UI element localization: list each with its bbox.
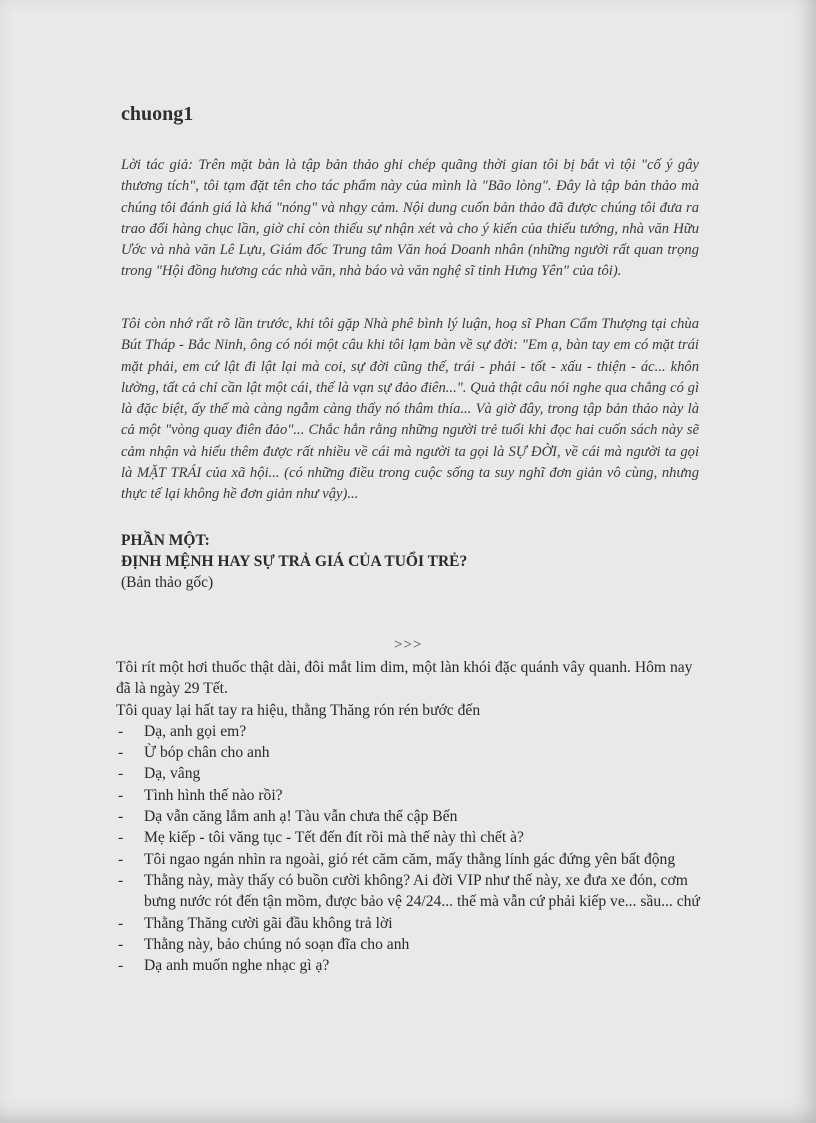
dialog-dash: -: [118, 722, 124, 740]
part-label: PHẦN MỘT:: [121, 532, 210, 549]
narration-line: Tôi quay lại hất tay ra hiệu, thằng Thăng rón rén bước đến: [116, 701, 481, 719]
dialog-line: [116, 870, 706, 913]
chapter-title: chuong1: [121, 103, 194, 125]
dialog-text: Dạ, vâng: [144, 765, 201, 783]
dialog-text: Mẹ kiếp - tôi văng tục - Tết đến đít rồi mà thế này thì chết à?: [144, 829, 524, 847]
dialog-text: Ừ bóp chân cho anh: [144, 744, 270, 762]
dialog-text: Tôi ngao ngán nhìn ra ngoài, gió rét căm căm, mấy thằng lính gác đứng yên bất động: [144, 850, 676, 868]
part-heading: [121, 530, 467, 593]
dialog-line: [116, 827, 706, 848]
part-note: (Bản thảo gốc): [121, 574, 214, 591]
author-note-paragraph: Lời tác giả: Trên mặt bàn là tập bản thảo ghi chép quãng thời gian tôi bị bắt vì tội "cố ý gây thương tích", tôi tạm đặt tên cho tác phẩm này của mình là "Bão lòng". Đây là tập bản thảo mà chúng tôi đánh giá là khá "nóng" và nhạy cảm. Nội dung cuốn bản thảo đã được chúng tôi đưa ra trao đổi hàng chục lần, giờ chỉ còn thiếu sự nhận xét và cho ý kiến của thiếu tướng, nhà văn Hữu Ước và nhà văn Lê Lựu, Giám đốc Trung tâm Văn hoá Doanh nhân (những người rất quan trọng trong "Hội đồng hương các nhà văn, nhà báo và văn nghệ sĩ tỉnh Hưng Yên" của tôi).: [121, 157, 699, 280]
dialog-line: [116, 934, 706, 955]
narration-line: Tôi rít một hơi thuốc thật dài, đôi mắt lim dim, một làn khói đặc quánh vây quanh. Hôm nay đã là ngày 29 Tết.: [116, 659, 693, 698]
dialog-dash: -: [118, 786, 124, 804]
story-body: [116, 657, 706, 976]
dialog-list: [116, 721, 706, 977]
part-title: ĐỊNH MỆNH HAY SỰ TRẢ GIÁ CỦA TUỔI TRẺ?: [121, 553, 468, 570]
dialog-dash: -: [118, 914, 124, 932]
dialog-dash: -: [118, 850, 124, 868]
dialog-line: [116, 806, 706, 827]
dialog-line: [116, 955, 706, 976]
dialog-line: [116, 849, 706, 870]
dialog-line: [116, 742, 706, 763]
dialog-text: Thằng này, mày thấy có buồn cười không? Ai đời VIP như thế này, xe đưa xe đón, cơm bưng nước rót đến tận mồm, được bảo vệ 24/24... thế mà vẫn cứ phải kiếp ve... sầu... chứ: [144, 871, 700, 911]
dialog-text: Dạ anh muốn nghe nhạc gì ạ?: [144, 957, 330, 975]
dialog-dash: -: [118, 871, 124, 889]
dialog-text: Thằng này, bảo chúng nó soạn đĩa cho anh: [144, 935, 410, 953]
dialog-line: [116, 785, 706, 806]
dialog-text: Dạ vẫn căng lắm anh ạ! Tàu vẫn chưa thể cập Bến: [144, 808, 458, 826]
dialog-dash: -: [118, 808, 124, 826]
dialog-dash: -: [118, 829, 124, 847]
dialog-dash: -: [118, 935, 124, 953]
dialog-text: Thằng Thăng cười gãi đầu không trả lời: [144, 914, 393, 932]
dialog-dash: -: [118, 957, 124, 975]
dialog-line: [116, 913, 706, 934]
author-recollection-paragraph: Tôi còn nhớ rất rõ lần trước, khi tôi gặp Nhà phê bình lý luận, hoạ sĩ Phan Cẩm Thượng tại chùa Bút Tháp - Bắc Ninh, ông có nói một câu khi tôi lạm bàn về sự đời: "Em ạ, bàn tay em có mặt trái mặt phải, em cứ lật đi lật lại mà coi, sự đời cũng thế, trái - phải - tốt - xấu - thiện - ác... khôn lường, tất cả chỉ cần lật một cái, thế là vạn sự đảo điên...". Quả thật câu nói nghe qua chẳng có gì là đặc biệt, ấy thế mà càng ngẫm càng thấy nó thâm thía... Và giờ đây, trong tập bản thảo này là cả một "vòng quay điên đảo"... Chắc hẳn rằng những người trẻ tuổi khi đọc hai cuốn sách này sẽ cảm nhận và hiểu thêm được rất nhiều về cái mà người ta gọi là SỰ ĐỜI, về cái mà người ta gọi là MẶT TRÁI của xã hội... (có những điều trong cuộc sống ta suy nghĩ đơn giản vô cùng, nhưng thực tế lại không hề đơn giản như vậy)...: [121, 316, 699, 503]
dialog-line: [116, 763, 706, 784]
dialog-dash: -: [118, 744, 124, 762]
dialog-line: [116, 721, 706, 742]
dialog-dash: -: [118, 765, 124, 783]
dialog-text: Dạ, anh gọi em?: [144, 722, 247, 740]
dialog-text: Tình hình thế nào rồi?: [144, 786, 283, 804]
section-separator: >>>: [394, 637, 423, 653]
